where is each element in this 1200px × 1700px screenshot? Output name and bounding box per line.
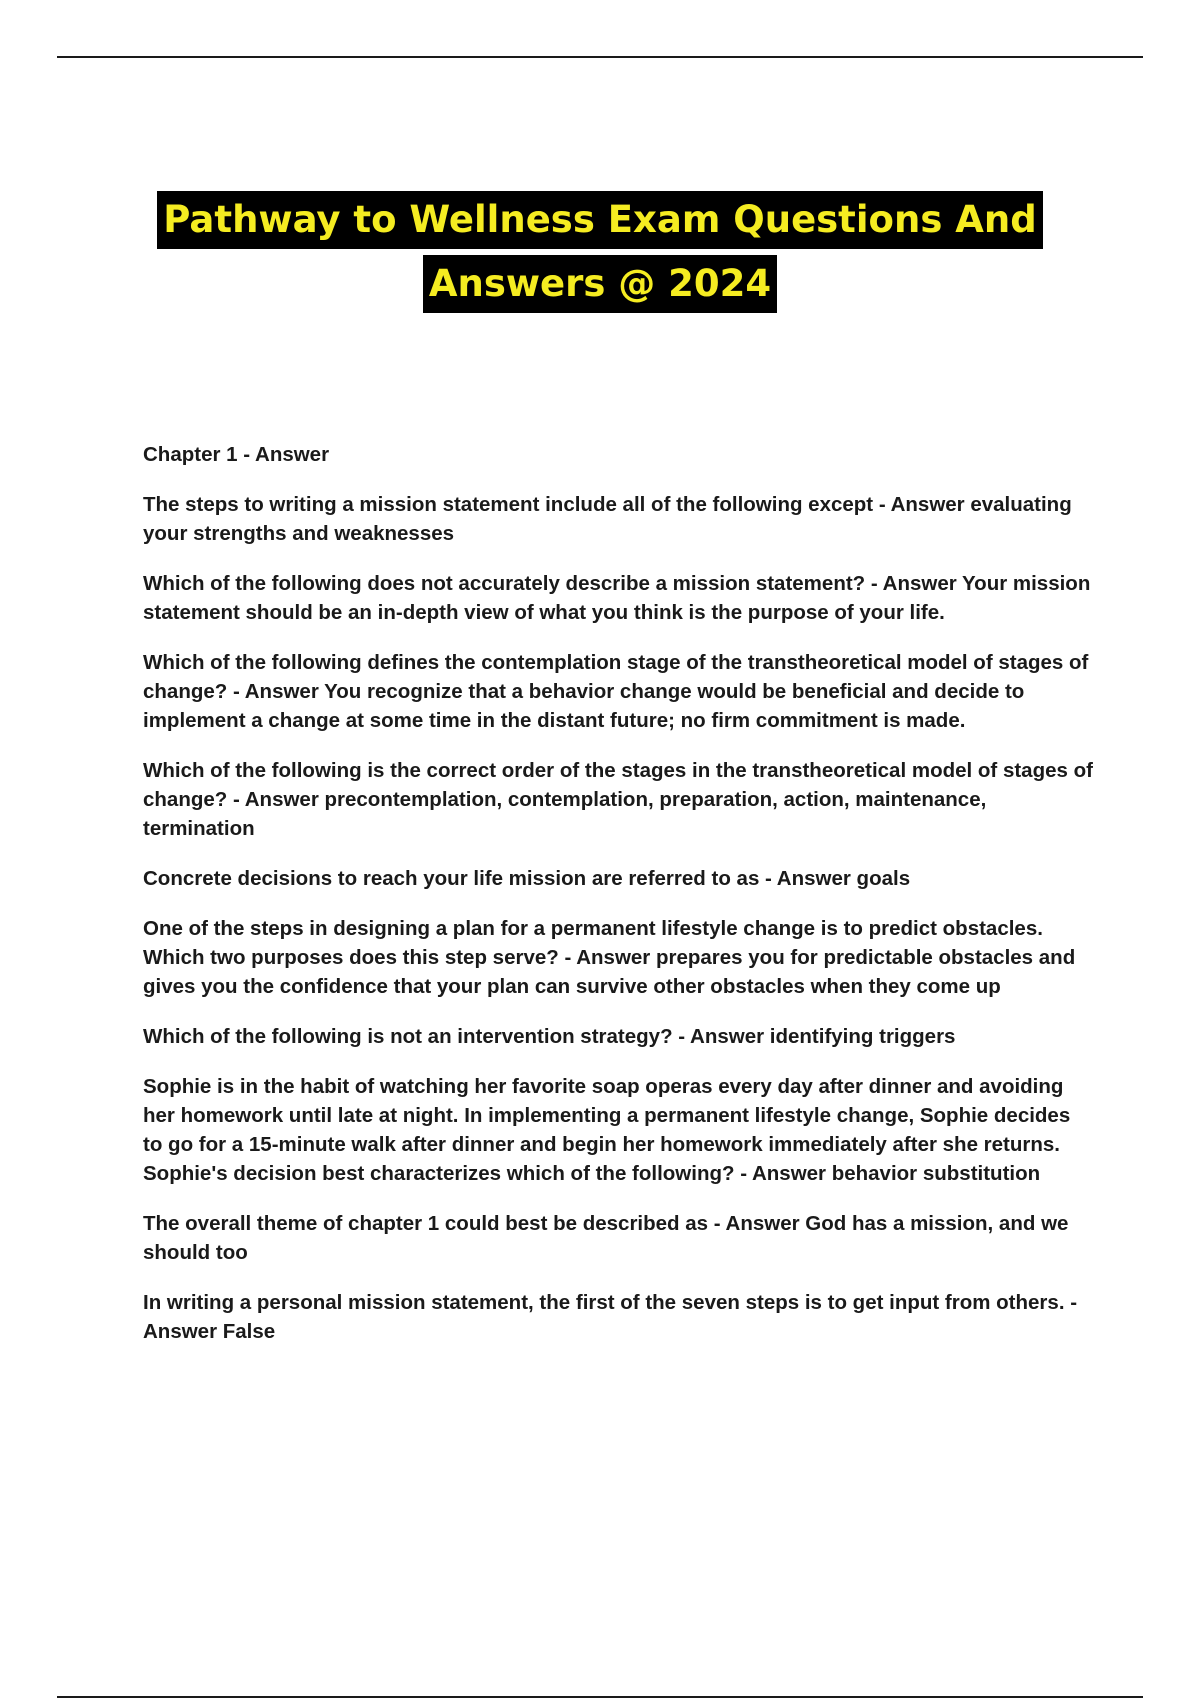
title-line-1: Pathway to Wellness Exam Questions And (157, 191, 1042, 249)
qa-item: One of the steps in designing a plan for a permanent lifestyle change is to predict obstacles. Which two purposes does this step serve? - Answer prepares you for predictable obstacles and gives you the confidence that your plan can survive other obstacles when they come up (143, 917, 1076, 998)
top-rule (57, 56, 1143, 58)
qa-item: Sophie is in the habit of watching her favorite soap operas every day after dinner and avoiding her homework until late at night. In implementing a permanent lifestyle change, Sophie decides to go for a 15-minute walk after dinner and begin her homework immediately after she returns. Sophie's decision best characterizes which of the following? - Answer behavior substitution (143, 1075, 1071, 1185)
document-title (0, 191, 1200, 313)
qa-item: Which of the following defines the contemplation stage of the transtheoretical model of stages of change? - Answer You recognize that a behavior change would be beneficial and decide to implement a change at some time in the distant future; no firm commitment is made. (143, 651, 1089, 732)
document-body (143, 440, 1093, 1367)
qa-item: The overall theme of chapter 1 could best be described as - Answer God has a mission, and we should too (143, 1212, 1069, 1264)
qa-item: Which of the following is not an intervention strategy? - Answer identifying triggers (143, 1025, 956, 1048)
chapter-heading: Chapter 1 - Answer (143, 443, 330, 466)
qa-item: Which of the following is the correct order of the stages in the transtheoretical model of stages of change? - Answer precontemplation, contemplation, preparation, action, maintenance, termination (143, 759, 1093, 840)
qa-item: The steps to writing a mission statement include all of the following except - Answer evaluating your strengths and weaknesses (143, 493, 1072, 545)
bottom-rule (57, 1696, 1143, 1698)
qa-item: In writing a personal mission statement, the first of the seven steps is to get input from others. - Answer False (143, 1291, 1078, 1343)
qa-item: Concrete decisions to reach your life mission are referred to as - Answer goals (143, 867, 911, 890)
qa-item: Which of the following does not accurately describe a mission statement? - Answer Your mission statement should be an in-depth view of what you think is the purpose of your life. (143, 572, 1091, 624)
title-line-2: Answers @ 2024 (423, 255, 777, 313)
